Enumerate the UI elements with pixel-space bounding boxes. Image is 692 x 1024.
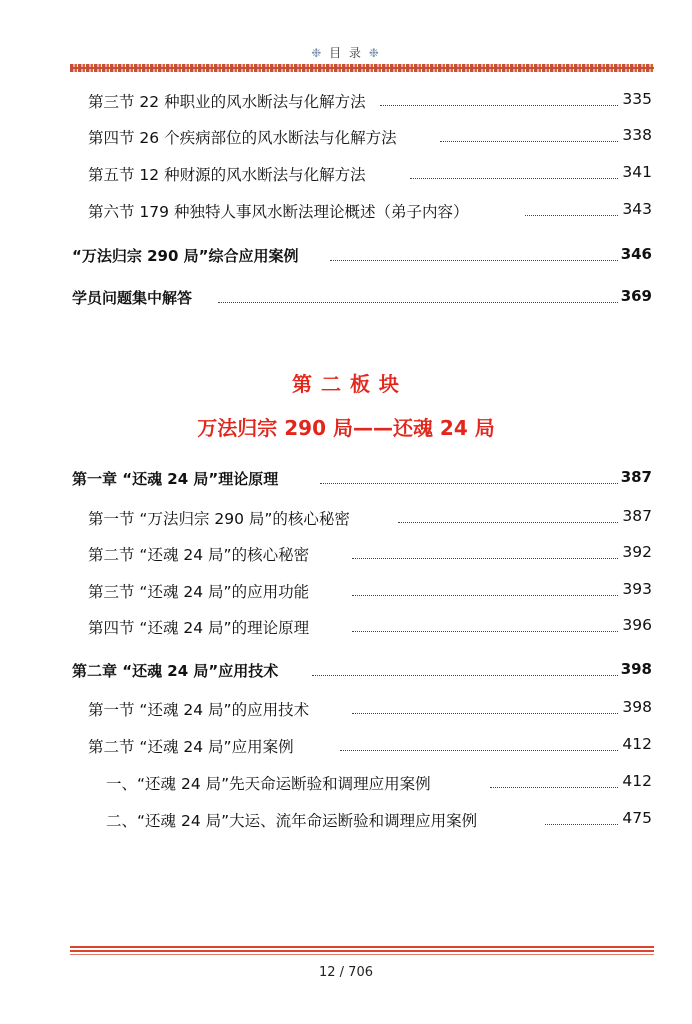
toc-leader-dots (525, 215, 620, 216)
toc-entry-page: 398 (618, 660, 652, 678)
snowflake-icon: ❉ (311, 46, 324, 60)
toc-leader-dots (340, 750, 620, 751)
toc-entry-label: 第五节 12 种财源的风水断法与化解方法 (88, 163, 369, 185)
toc-entry-label: 第四节 “还魂 24 局”的理论原理 (88, 616, 312, 638)
toc-leader-dots (440, 141, 620, 142)
toc-entry-page: 341 (619, 163, 652, 181)
toc-entry-page: 387 (618, 468, 652, 486)
toc-entry-label: 第二节 “还魂 24 局”应用案例 (88, 735, 297, 757)
page-header (0, 44, 692, 61)
toc-entry[interactable] (0, 126, 692, 150)
toc-leader-dots (352, 595, 620, 596)
toc-entry-page: 338 (619, 126, 652, 144)
toc-leader-dots (218, 302, 620, 303)
toc-entry[interactable] (0, 698, 692, 722)
toc-entry-page: 387 (619, 507, 652, 525)
toc-leader-dots (490, 787, 620, 788)
toc-entry-page: 335 (619, 90, 652, 108)
toc-leader-dots (320, 483, 620, 484)
toc-leader-dots (380, 105, 620, 106)
toc-entry[interactable] (0, 245, 692, 269)
toc-entry-page: 412 (619, 772, 652, 790)
toc-entry-label: 第一节 “还魂 24 局”的应用技术 (88, 698, 312, 720)
toc-leader-dots (410, 178, 620, 179)
toc-entry[interactable] (0, 468, 692, 492)
toc-entry[interactable] (0, 660, 692, 684)
toc-entry-label: 第二节 “还魂 24 局”的核心秘密 (88, 543, 312, 565)
toc-leader-dots (330, 260, 620, 261)
toc-leader-dots (398, 522, 620, 523)
toc-entry[interactable] (0, 163, 692, 187)
toc-entry[interactable] (0, 287, 692, 311)
block-subtitle: 万法归宗 290 局——还魂 24 局 (197, 416, 495, 440)
toc-entry-page: 398 (619, 698, 652, 716)
page-number: 12 / 706 (319, 965, 373, 980)
toc-entry-page: 369 (618, 287, 652, 305)
toc-entry[interactable] (0, 735, 692, 759)
toc-entry-page: 393 (619, 580, 652, 598)
toc-entry[interactable] (0, 772, 692, 796)
toc-entry-page: 412 (619, 735, 652, 753)
toc-entry-label: 第一章 “还魂 24 局”理论原理 (72, 468, 281, 489)
toc-entry-page: 346 (618, 245, 652, 263)
snowflake-icon: ❉ (368, 46, 381, 60)
toc-entry-page: 343 (619, 200, 652, 218)
toc-entry-label: 一、“还魂 24 局”先天命运断验和调理应用案例 (106, 772, 434, 794)
toc-entry-page: 396 (619, 616, 652, 634)
toc-entry[interactable] (0, 507, 692, 531)
toc-entry-label: 第四节 26 个疾病部位的风水断法与化解方法 (88, 126, 400, 148)
toc-leader-dots (352, 558, 620, 559)
toc-entry-label: 第三节 22 种职业的风水断法与化解方法 (88, 90, 369, 112)
toc-leader-dots (352, 631, 620, 632)
toc-entry-label: 第一节 “万法归宗 290 局”的核心秘密 (88, 507, 353, 529)
header-title: 目 录 (329, 46, 363, 60)
toc-entry[interactable] (0, 616, 692, 640)
toc-entry[interactable] (0, 543, 692, 567)
header-rule (70, 64, 654, 72)
toc-leader-dots (352, 713, 620, 714)
toc-entry-label: 学员问题集中解答 (72, 287, 195, 308)
toc-leader-dots (545, 824, 620, 825)
toc-entry[interactable] (0, 809, 692, 833)
footer-rule (70, 946, 654, 956)
toc-entry-label: 二、“还魂 24 局”大运、流年命运断验和调理应用案例 (106, 809, 480, 831)
toc-entry-page: 475 (619, 809, 652, 827)
toc-entry-page: 392 (619, 543, 652, 561)
block-title: 第 二 板 块 (292, 372, 400, 396)
toc-entry-label: 第六节 179 种独特人事风水断法理论概述（弟子内容） (88, 200, 471, 222)
toc-entry[interactable] (0, 580, 692, 604)
toc-entry[interactable] (0, 90, 692, 114)
toc-leader-dots (312, 675, 620, 676)
toc-entry-label: 第二章 “还魂 24 局”应用技术 (72, 660, 281, 681)
toc-entry-label: 第三节 “还魂 24 局”的应用功能 (88, 580, 312, 602)
toc-entry[interactable] (0, 200, 692, 224)
toc-entry-label: “万法归宗 290 局”综合应用案例 (72, 245, 301, 266)
